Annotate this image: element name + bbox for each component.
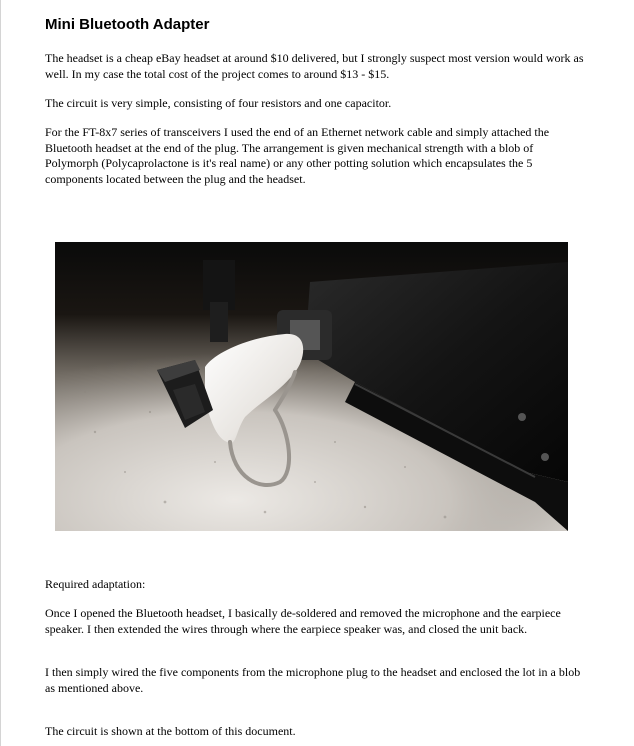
document-title: Mini Bluetooth Adapter [45,16,210,33]
paragraph-desoldering: Once I opened the Bluetooth headset, I basically de-soldered and removed the microphone and the earpiece speaker. I then extended the wires through where the earpiece speaker was, and closed the unit back. [45,606,561,636]
paragraph-circuit-reference: The circuit is shown at the bottom of this document. [45,724,296,738]
paragraph-wiring: I then simply wired the five components from the microphone plug to the headset and enclosed the lot in a blob as mentioned above. [45,665,581,695]
adapter-photo [55,242,568,531]
paragraph-ft8x7-assembly: For the FT-8x7 series of transceivers I used the end of an Ethernet network cable and simply attached the Bluetooth headset at the end of the plug. The arrangement is given mechanical strength with a blob of Polymorph (Polycaprolactone is it's real name) or any other potting solution which encapsulates the 5 components located between the plug and the headset. [45,125,550,186]
paragraph-circuit-simple: The circuit is very simple, consisting of four resistors and one capacitor. [45,96,392,110]
paragraph-required-adaptation: Required adaptation: [45,577,146,591]
paragraph-headset-cost: The headset is a cheap eBay headset at around $10 delivered, but I strongly suspect most version would work as well. In my case the total cost of the project comes to around $13 - $15. [45,51,584,81]
